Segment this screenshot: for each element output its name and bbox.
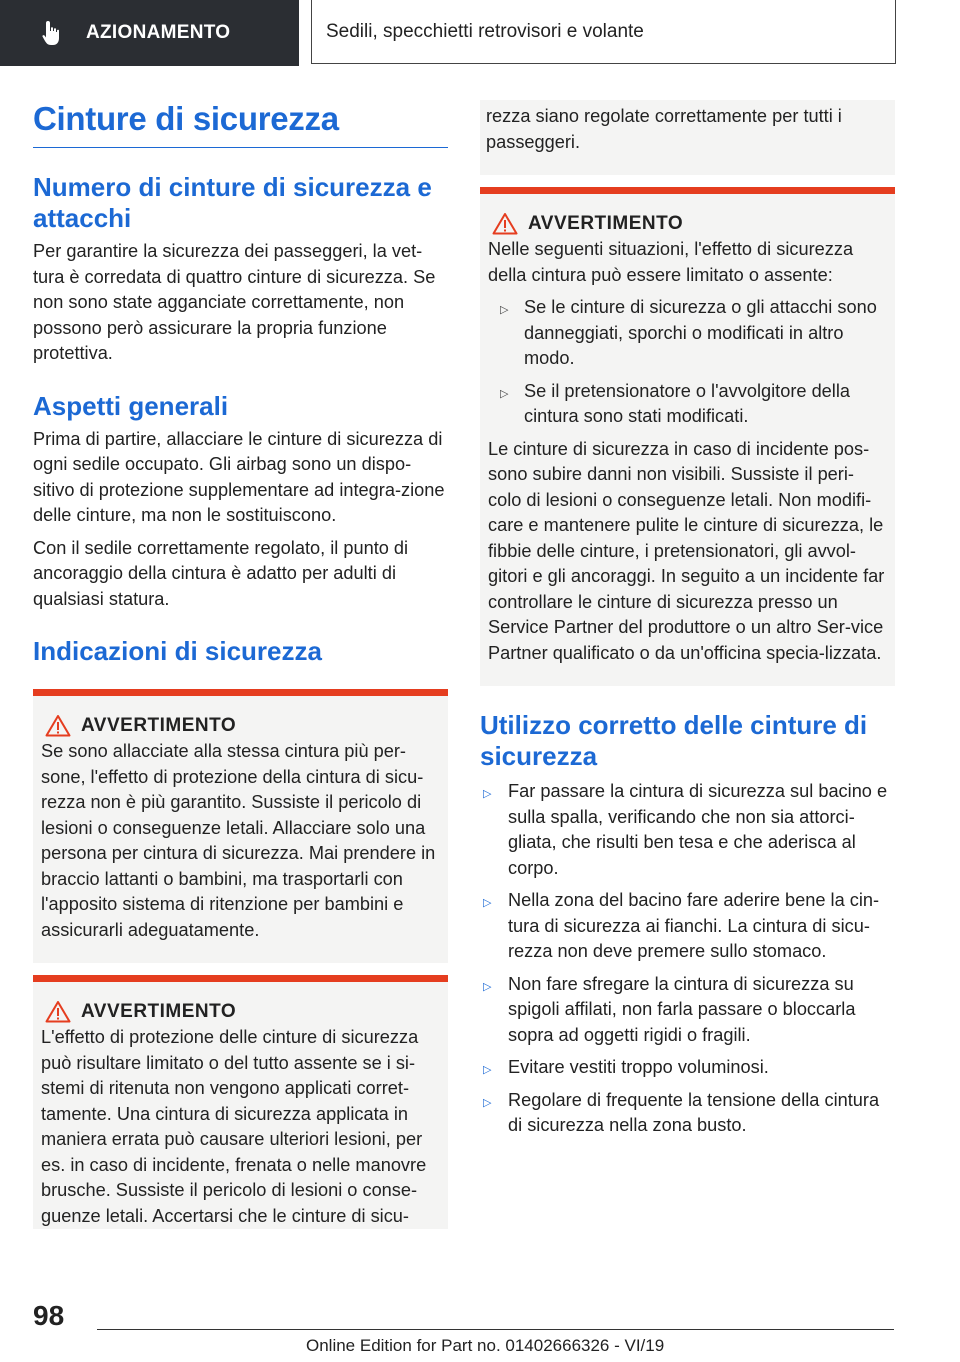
list-item-text: Evitare vestiti troppo voluminosi. — [508, 1057, 769, 1077]
heading-indicazioni: Indicazioni di sicurezza — [33, 636, 322, 666]
list-item-text: Non fare sfregare la cintura di sicurezza su spigoli affilati, non farla passare o bloccarla sopra ad oggetti rigidi o fragili. — [508, 973, 856, 1045]
paragraph-aspetti-2: Con il sedile correttamente regolato, il punto di ancoraggio della cintura è adatto per adulti di qualsiasi statura. — [33, 537, 409, 609]
heading-numero-cinture: Numero di cinture di sicurezza e attacchi — [33, 172, 432, 233]
triangle-bullet-icon: ▷ — [483, 980, 492, 993]
list-item — [480, 1055, 895, 1081]
chapter-tab — [0, 0, 299, 66]
section-title: Sedili, specchietti retrovisori e volante — [326, 20, 644, 42]
paragraph-aspetti-1: Prima di partire, allacciare le cinture di sicurezza di ogni sedile occupato. Gli airbag sono un dispo-sitivo di protezione supplementare ad integra-zione delle cinture, ma non le sostituiscono. — [33, 428, 445, 525]
chapter-title: AZIONAMENTO — [86, 22, 231, 43]
warning-header — [41, 1000, 440, 1023]
warning-triangle-icon — [492, 212, 518, 235]
warning-text: Le cinture di sicurezza in caso di incidente pos-sono subire danni non visibili. Sussiste il peri-colo di lesioni o conseguenze letali. Non modifi-care e mantenere pulite le cinture di sicurezza, le fibbie delle cinture, i pretensionatori, gli avvol-gitori e gli ancoraggi. In seguito a un incidente far controllare le cinture di sicurezza presso un Service Partner del produttore o un altro Ser-vice Partner qualificato o da un'officina specia-lizzata. — [488, 438, 885, 663]
warning-label: AVVERTIMENTO — [81, 1000, 237, 1022]
warning-triangle-icon — [45, 1000, 71, 1023]
list-item-text: Se il pretensionatore o l'avvolgitore della cintura sono stati modificati. — [524, 380, 850, 426]
utilizzo-list — [480, 779, 895, 1139]
left-column — [33, 100, 448, 1229]
triangle-bullet-icon: ▷ — [500, 304, 509, 316]
right-column — [480, 100, 895, 1139]
list-item — [488, 295, 887, 372]
page-title: Cinture di sicurezza — [33, 100, 448, 148]
warning-list — [488, 295, 887, 430]
warning-text: L'effetto di protezione delle cinture di sicurezza può risultare limitato o del tutto assente se i si-stemi di ritenuta non vengono applicati corret-tamente. Una cintura di sicurezza applicata in maniera errata può causare ulteriori lesioni, per es. in caso di incidente, frenata o nelle manovre brusche. Sussiste il pericolo di lesioni o conse-guenze letali. Accertarsi che le cinture di sicu- — [41, 1027, 427, 1226]
triangle-bullet-icon: ▷ — [483, 1096, 492, 1109]
page-header — [0, 0, 960, 66]
triangle-bullet-icon: ▷ — [500, 387, 509, 400]
warning-triangle-icon — [45, 714, 71, 737]
warning-box-2 — [33, 975, 448, 1229]
list-item — [488, 379, 887, 430]
warning-label: AVVERTIMENTO — [81, 714, 237, 736]
warning-label: AVVERTIMENTO — [528, 212, 684, 234]
footer-divider — [97, 1329, 894, 1330]
continuation-text: rezza siano regolate correttamente per tutti i passeggeri. — [486, 106, 842, 152]
triangle-bullet-icon: ▷ — [483, 1064, 492, 1076]
warning-continuation — [480, 100, 895, 175]
list-item — [480, 972, 895, 1049]
list-item-text: Nella zona del bacino fare aderire bene la cin-tura di sicurezza ai fianchi. La cintura di sicu-rezza non deve premere sullo stomaco. — [508, 890, 880, 961]
warning-box-3 — [480, 187, 895, 686]
warning-text: Se sono allacciate alla stessa cintura più per-sone, l'effetto di protezione della cintura di sicu-rezza non è più garantito. Sussiste il pericolo di lesioni o conseguenze letali. Allacciare solo una persona per cintura di sicurezza. Mai prendere in braccio lattanti o bambini, ma trasportarli con l'apposito sistema di ritenzione per bambini e assicurarli adeguatamente. — [41, 741, 436, 940]
list-item — [480, 888, 895, 965]
warning-intro: Nelle seguenti situazioni, l'effetto di sicurezza della cintura può essere limitato o assente: — [488, 239, 854, 285]
triangle-bullet-icon: ▷ — [483, 897, 492, 909]
list-item — [480, 1088, 895, 1139]
page-number: 98 — [33, 1300, 65, 1331]
edition-info: Online Edition for Part no. 01402666326 - VI/19 — [306, 1336, 665, 1355]
warning-header — [41, 714, 440, 737]
warning-box-1 — [33, 689, 448, 963]
section-title-box — [311, 0, 896, 64]
heading-utilizzo: Utilizzo corretto delle cinture di sicurezza — [480, 710, 868, 771]
heading-aspetti-generali: Aspetti generali — [33, 390, 229, 421]
paragraph-numero: Per garantire la sicurezza dei passeggeri, la vet-tura è corredata di quattro cinture di sicurezza. Se non sono state agganciate correttamente, non possono però assicurare la propria funzione protettiva. — [33, 241, 436, 363]
list-item-text: Se le cinture di sicurezza o gli attacchi sono danneggiati, sporchi o modificati in altro modo. — [524, 297, 877, 368]
list-item-text: Far passare la cintura di sicurezza sul bacino e sulla spalla, verificando che non sia attorci-gliata, che risulti ben tesa e che aderisca al corpo. — [508, 781, 888, 878]
list-item — [480, 779, 895, 881]
triangle-bullet-icon: ▷ — [483, 788, 492, 800]
list-item-text: Regolare di frequente la tensione della cintura di sicurezza nella zona busto. — [508, 1089, 880, 1135]
hand-pointer-icon — [40, 19, 64, 47]
warning-header — [488, 212, 887, 235]
